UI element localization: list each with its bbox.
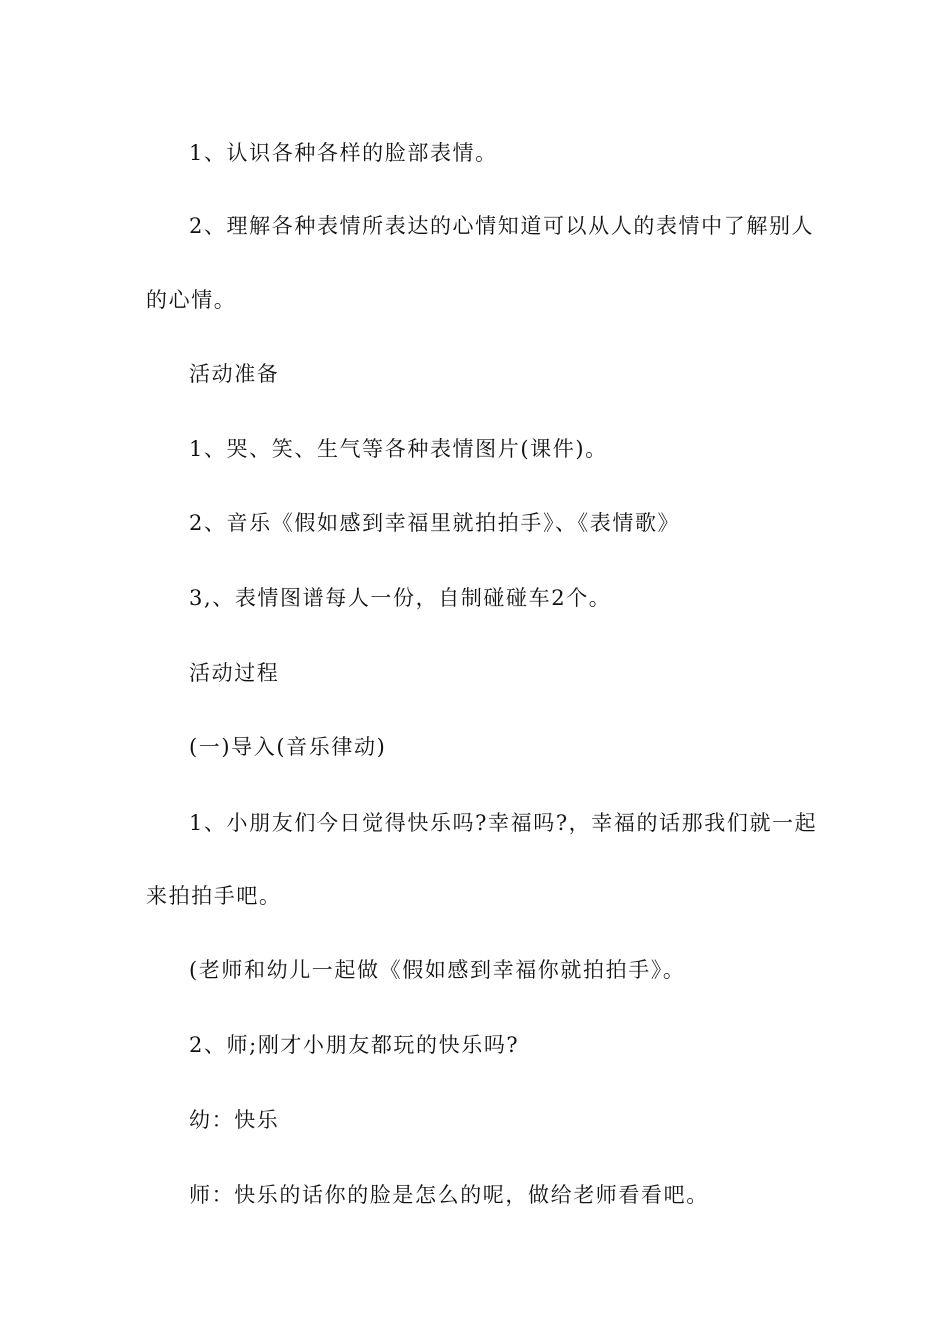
text-line: (一)导入(音乐律动) <box>189 735 387 759</box>
text-line: 3,、表情图谱每人一份，自制碰碰车2个。 <box>189 586 612 610</box>
text-line: 2、理解各种表情所表达的心情知道可以从人的表情中了解别人 <box>189 214 815 238</box>
text-line: 2、师;刚才小朋友都玩的快乐吗? <box>189 1033 520 1057</box>
text-line: 2、音乐《假如感到幸福里就拍拍手》、《表情歌》 <box>189 511 681 535</box>
text-line: 的心情。 <box>146 288 237 312</box>
text-line: 来拍拍手吧。 <box>146 884 282 908</box>
text-line: 师：快乐的话你的脸是怎么的呢，做给老师看看吧。 <box>189 1183 709 1207</box>
text-line: 幼：快乐 <box>189 1108 280 1132</box>
text-line: 1、小朋友们今日觉得快乐吗?幸福吗?，幸福的话那我们就一起 <box>189 811 818 835</box>
text-line: 1、认识各种各样的脸部表情。 <box>189 141 498 165</box>
text-line: 1、哭、笑、生气等各种表情图片(课件)。 <box>189 437 608 461</box>
section-heading: 活动过程 <box>189 661 280 685</box>
text-line: (老师和幼儿一起做《假如感到幸福你就拍拍手》。 <box>189 958 686 982</box>
section-heading: 活动准备 <box>189 362 280 386</box>
